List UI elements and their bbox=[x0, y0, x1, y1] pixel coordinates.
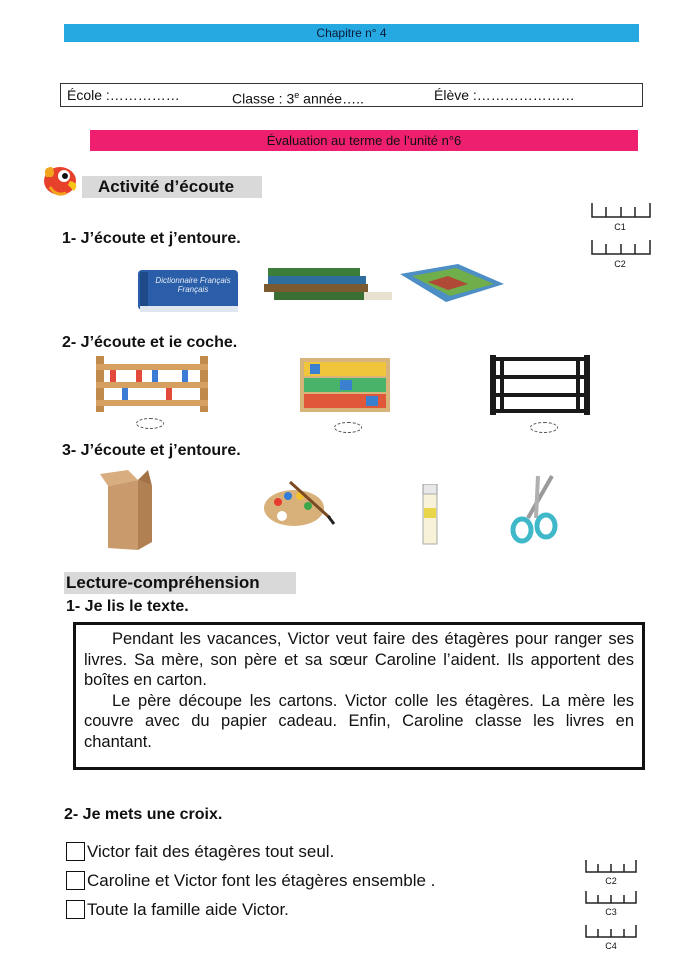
parrot-icon bbox=[42, 163, 82, 199]
classe-suffix: année….. bbox=[299, 90, 364, 107]
grade-label: C1 bbox=[614, 222, 626, 232]
question-1-ecoute: 1- J’écoute et j’entoure. bbox=[62, 230, 241, 247]
eleve-field: Élève :………………… bbox=[434, 87, 575, 103]
question-2-lecture: 2- Je mets une croix. bbox=[64, 806, 223, 823]
book-stack-image bbox=[264, 266, 400, 304]
classe-prefix: Classe : 3 bbox=[232, 90, 295, 107]
question-2-ecoute: 2- J’écoute et ie coche. bbox=[62, 334, 238, 351]
reading-paragraph-1: Pendant les vacances, Victor veut faire des étagères pour ranger ses livres. Sa mère, son père et sa sœur Caroline l’aident. Ils apportent des boîtes en carton. bbox=[84, 630, 634, 689]
evaluation-title: Évaluation au terme de l’unité n°6 bbox=[266, 133, 462, 148]
answer-oval-1[interactable] bbox=[136, 418, 164, 429]
choice-label: Victor fait des étagères tout seul. bbox=[87, 842, 335, 861]
dictionary-label: Dictionnaire Français Français bbox=[155, 276, 231, 294]
lecture-title: Lecture-compréhension bbox=[66, 573, 260, 592]
scissors-icon bbox=[508, 474, 566, 544]
question-1-lecture: 1- Je lis le texte. bbox=[66, 598, 189, 615]
grade-label: C3 bbox=[605, 907, 617, 917]
choice-label: Caroline et Victor font les étagères ensemble . bbox=[87, 871, 436, 890]
reading-paragraph-2: Le père découpe les cartons. Victor colle les étagères. La mère les couvre avec du papier cadeau. Enfin, Caroline classe les livres en chantant. bbox=[84, 691, 634, 751]
chapter-title: Chapitre n° 4 bbox=[316, 26, 387, 40]
comic-book-image bbox=[398, 264, 506, 304]
classe-field bbox=[232, 84, 364, 110]
black-shelf-image bbox=[490, 355, 590, 415]
checkbox-1[interactable] bbox=[66, 842, 85, 861]
classe-sup: e bbox=[294, 90, 300, 100]
answer-oval-2[interactable] bbox=[334, 422, 362, 433]
grade-c3-lecture bbox=[584, 891, 638, 917]
choice-row-3 bbox=[66, 900, 289, 920]
choice-row-2 bbox=[66, 871, 435, 891]
wooden-bookshelf-image bbox=[96, 356, 208, 414]
cardboard-box-image bbox=[98, 470, 154, 552]
checkbox-2[interactable] bbox=[66, 871, 85, 890]
dictionary-image bbox=[136, 268, 242, 314]
choice-label: Toute la famille aide Victor. bbox=[87, 900, 289, 919]
grade-c2-lecture bbox=[584, 860, 638, 886]
evaluation-banner bbox=[90, 130, 638, 151]
grade-c1 bbox=[590, 203, 652, 232]
student-info-box bbox=[60, 83, 643, 107]
chapter-banner bbox=[64, 24, 639, 42]
grade-label: C4 bbox=[605, 941, 617, 951]
book-display-shelf-image bbox=[300, 358, 390, 414]
grade-c4-lecture bbox=[584, 925, 638, 951]
paint-palette-icon bbox=[262, 478, 338, 530]
reading-text-box bbox=[73, 622, 645, 770]
answer-oval-3[interactable] bbox=[530, 422, 558, 433]
glue-stick-icon bbox=[421, 484, 439, 548]
checkbox-3[interactable] bbox=[66, 900, 85, 919]
grade-c2 bbox=[590, 240, 652, 269]
grade-label: C2 bbox=[605, 876, 617, 886]
activite-ecoute-title: Activité d’écoute bbox=[98, 177, 235, 196]
question-3-ecoute: 3- J’écoute et j’entoure. bbox=[62, 442, 241, 459]
ecole-field: École :…………… bbox=[67, 87, 180, 103]
grade-label: C2 bbox=[614, 259, 626, 269]
choice-row-1 bbox=[66, 842, 334, 862]
